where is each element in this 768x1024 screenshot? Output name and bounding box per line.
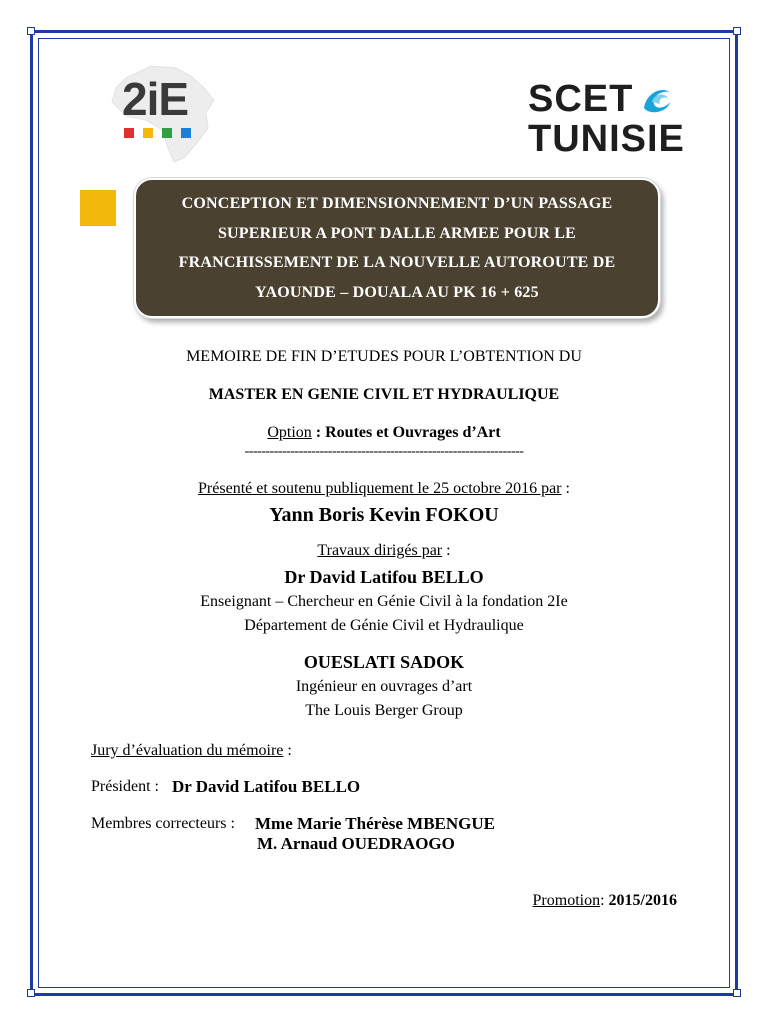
supervisor1-role: Enseignant – Chercheur en Génie Civil à la fondation 2Ie (200, 593, 568, 610)
promotion-value: 2015/2016 (608, 892, 677, 909)
accent-square (80, 190, 116, 226)
supervisor2-name: OUESLATI SADOK (303, 652, 465, 672)
president-label: Président : (91, 778, 159, 795)
supervisor1-department: Département de Génie Civil et Hydraulique (244, 617, 524, 634)
title-line: FRANCHISSEMENT DE LA NOUVELLE AUTOROUTE DE (178, 254, 616, 271)
border-corner (733, 989, 741, 997)
president-name: Dr David Latifou BELLO (172, 777, 361, 796)
separator-line: ------------------------------------------------------------------- (244, 444, 524, 459)
logo-scet-line2: TUNISIE (528, 118, 685, 160)
border-corner (27, 989, 35, 997)
option-line (0, 424, 768, 442)
title-line: CONCEPTION ET DIMENSIONNEMENT D’UN PASSAGE (181, 195, 613, 212)
member1-name: Mme Marie Thérèse MBENGUE (255, 814, 495, 833)
logo-2ie-squares (124, 128, 191, 138)
supervision-suffix: : (442, 542, 451, 559)
supervisor2-company: The Louis Berger Group (305, 702, 463, 719)
promotion-label: Promotion (532, 892, 601, 909)
promotion-sep: : (600, 892, 609, 909)
jury-label: Jury d’évaluation du mémoire (91, 742, 284, 759)
blue-square (181, 128, 191, 138)
jury-line (91, 742, 292, 760)
logo-2ie (96, 58, 236, 168)
promotion-line (533, 892, 677, 910)
member2-name: M. Arnaud OUEDRAOGO (257, 834, 455, 853)
option-value: : Routes et Ouvrages d’Art (311, 424, 501, 441)
wave-logo-icon (640, 82, 674, 114)
border-corner (733, 27, 741, 35)
members-label: Membres correcteurs : (91, 815, 235, 832)
degree-line: MASTER EN GENIE CIVIL ET HYDRAULIQUE (208, 386, 560, 403)
memoire-line1: MEMOIRE DE FIN D’ETUDES POUR L’OBTENTION DU (186, 348, 582, 365)
supervisor2-role: Ingénieur en ouvrages d’art (295, 678, 473, 695)
logo-2ie-text: 2iE (122, 73, 189, 125)
logo-scet-line1: SCET (528, 78, 634, 120)
green-square (162, 128, 172, 138)
title-line: SUPERIEUR A PONT DALLE ARMEE POUR LE (217, 224, 577, 242)
author-name: Yann Boris Kevin FOKOU (269, 504, 499, 526)
presentation-line (0, 480, 768, 498)
presentation-label: Présenté et soutenu publiquement le 25 octobre 2016 par (198, 480, 562, 497)
jury-suffix: : (283, 742, 292, 759)
title-line: YAOUNDE – DOUALA AU PK 16 + 625 (255, 283, 539, 301)
option-label: Option (267, 424, 312, 441)
border-corner (27, 27, 35, 35)
presentation-suffix: : (561, 480, 570, 497)
supervision-line (0, 542, 768, 560)
red-square (124, 128, 134, 138)
supervision-label: Travaux dirigés par (317, 542, 443, 559)
yellow-square (143, 128, 153, 138)
supervisor1-name: Dr David Latifou BELLO (284, 567, 484, 587)
thesis-title-box (134, 178, 660, 318)
